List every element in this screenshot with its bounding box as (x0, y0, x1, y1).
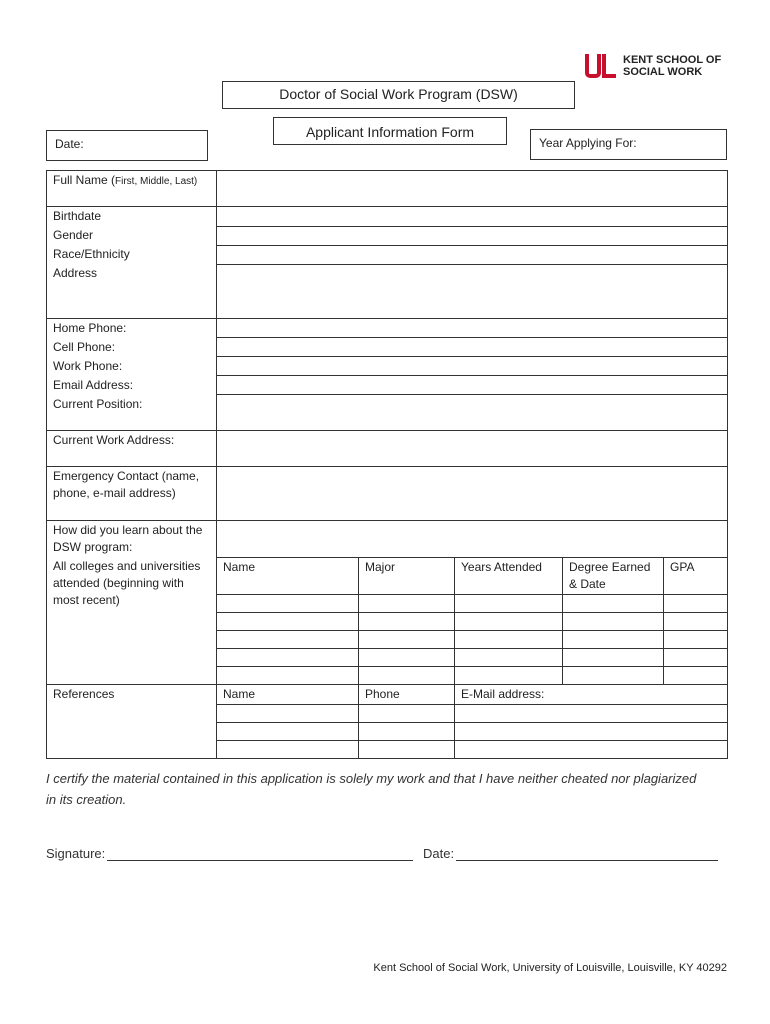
ref-name-cell[interactable] (217, 722, 359, 740)
birthdate-input[interactable] (217, 207, 728, 227)
uofl-logo-icon (585, 54, 617, 78)
signature-date-line[interactable] (456, 846, 718, 861)
college-years-cell[interactable] (455, 648, 563, 666)
position-input[interactable] (217, 395, 728, 431)
college-years-cell[interactable] (455, 630, 563, 648)
date-field[interactable] (46, 130, 208, 161)
college-name-cell[interactable] (217, 630, 359, 648)
col-header-years: Years Attended (455, 557, 563, 594)
address-input[interactable] (217, 264, 728, 318)
ref-email-cell[interactable] (455, 722, 728, 740)
cell-phone-label: Cell Phone: (47, 338, 217, 357)
program-title: Doctor of Social Work Program (DSW) (222, 81, 575, 109)
college-major-cell[interactable] (359, 666, 455, 684)
college-gpa-cell[interactable] (664, 594, 728, 612)
gender-input[interactable] (217, 226, 728, 245)
college-degree-cell[interactable] (563, 594, 664, 612)
college-gpa-cell[interactable] (664, 666, 728, 684)
college-name-cell[interactable] (217, 612, 359, 630)
form-title: Applicant Information Form (273, 117, 507, 145)
work-phone-label: Work Phone: (47, 357, 217, 376)
position-label: Current Position: (47, 395, 217, 431)
emergency-input[interactable] (217, 467, 728, 521)
college-name-cell[interactable] (217, 648, 359, 666)
ref-phone-cell[interactable] (359, 722, 455, 740)
colleges-label: All colleges and universities attended (beginning with most recent) (47, 557, 217, 684)
college-degree-cell[interactable] (563, 648, 664, 666)
references-label: References (47, 684, 217, 758)
ref-header-name: Name (217, 684, 359, 704)
logo-line-2: SOCIAL WORK (623, 66, 703, 78)
college-gpa-cell[interactable] (664, 630, 728, 648)
college-major-cell[interactable] (359, 630, 455, 648)
signature-field[interactable] (46, 846, 413, 861)
ref-name-cell[interactable] (217, 704, 359, 722)
college-gpa-cell[interactable] (664, 612, 728, 630)
certification-text: I certify the material contained in this application is solely my work and that I have neither cheated nor plagiarized in its creation. (46, 771, 697, 807)
learn-input[interactable] (217, 521, 728, 558)
ref-name-cell[interactable] (217, 740, 359, 758)
signature-date-field[interactable] (423, 846, 718, 861)
home-phone-label: Home Phone: (47, 318, 217, 338)
home-phone-input[interactable] (217, 318, 728, 338)
full-name-label: Full Name (First, Middle, Last) (47, 171, 217, 207)
ref-email-cell[interactable] (455, 704, 728, 722)
signature-line[interactable] (107, 846, 413, 861)
ref-header-phone: Phone (359, 684, 455, 704)
emergency-label: Emergency Contact (name, phone, e-mail address) (47, 467, 217, 521)
email-label: Email Address: (47, 376, 217, 395)
signature-date-label: Date: (423, 846, 455, 861)
full-name-input[interactable] (217, 171, 728, 207)
college-degree-cell[interactable] (563, 612, 664, 630)
college-gpa-cell[interactable] (664, 648, 728, 666)
college-years-cell[interactable] (455, 666, 563, 684)
college-years-cell[interactable] (455, 612, 563, 630)
race-label: Race/Ethnicity (47, 245, 217, 264)
col-header-major: Major (359, 557, 455, 594)
ref-header-email: E-Mail address: (455, 684, 728, 704)
college-years-cell[interactable] (455, 594, 563, 612)
footer-address: Kent School of Social Work, University of Louisville, Louisville, KY 40292 (373, 962, 727, 974)
col-header-name: Name (217, 557, 359, 594)
birthdate-label: Birthdate (47, 207, 217, 227)
learn-label: How did you learn about the DSW program: (47, 521, 217, 558)
college-name-cell[interactable] (217, 666, 359, 684)
college-name-cell[interactable] (217, 594, 359, 612)
gender-label: Gender (47, 226, 217, 245)
college-major-cell[interactable] (359, 648, 455, 666)
ref-phone-cell[interactable] (359, 704, 455, 722)
date-label: Date: (55, 137, 84, 151)
ref-email-cell[interactable] (455, 740, 728, 758)
year-applying-label: Year Applying For: (539, 136, 637, 150)
email-input[interactable] (217, 376, 728, 395)
work-address-label: Current Work Address: (47, 431, 217, 467)
race-input[interactable] (217, 245, 728, 264)
ref-phone-cell[interactable] (359, 740, 455, 758)
college-major-cell[interactable] (359, 594, 455, 612)
col-header-degree: Degree Earned & Date (563, 557, 664, 594)
college-major-cell[interactable] (359, 612, 455, 630)
cell-phone-input[interactable] (217, 338, 728, 357)
school-logo (585, 54, 721, 78)
signature-label: Signature: (46, 846, 106, 861)
work-address-input[interactable] (217, 431, 728, 467)
work-phone-input[interactable] (217, 357, 728, 376)
address-label: Address (47, 264, 217, 318)
applicant-table (46, 170, 728, 759)
col-header-gpa: GPA (664, 557, 728, 594)
logo-line-1: KENT SCHOOL OF (623, 54, 722, 66)
college-degree-cell[interactable] (563, 666, 664, 684)
college-degree-cell[interactable] (563, 630, 664, 648)
year-applying-field[interactable] (530, 129, 727, 160)
